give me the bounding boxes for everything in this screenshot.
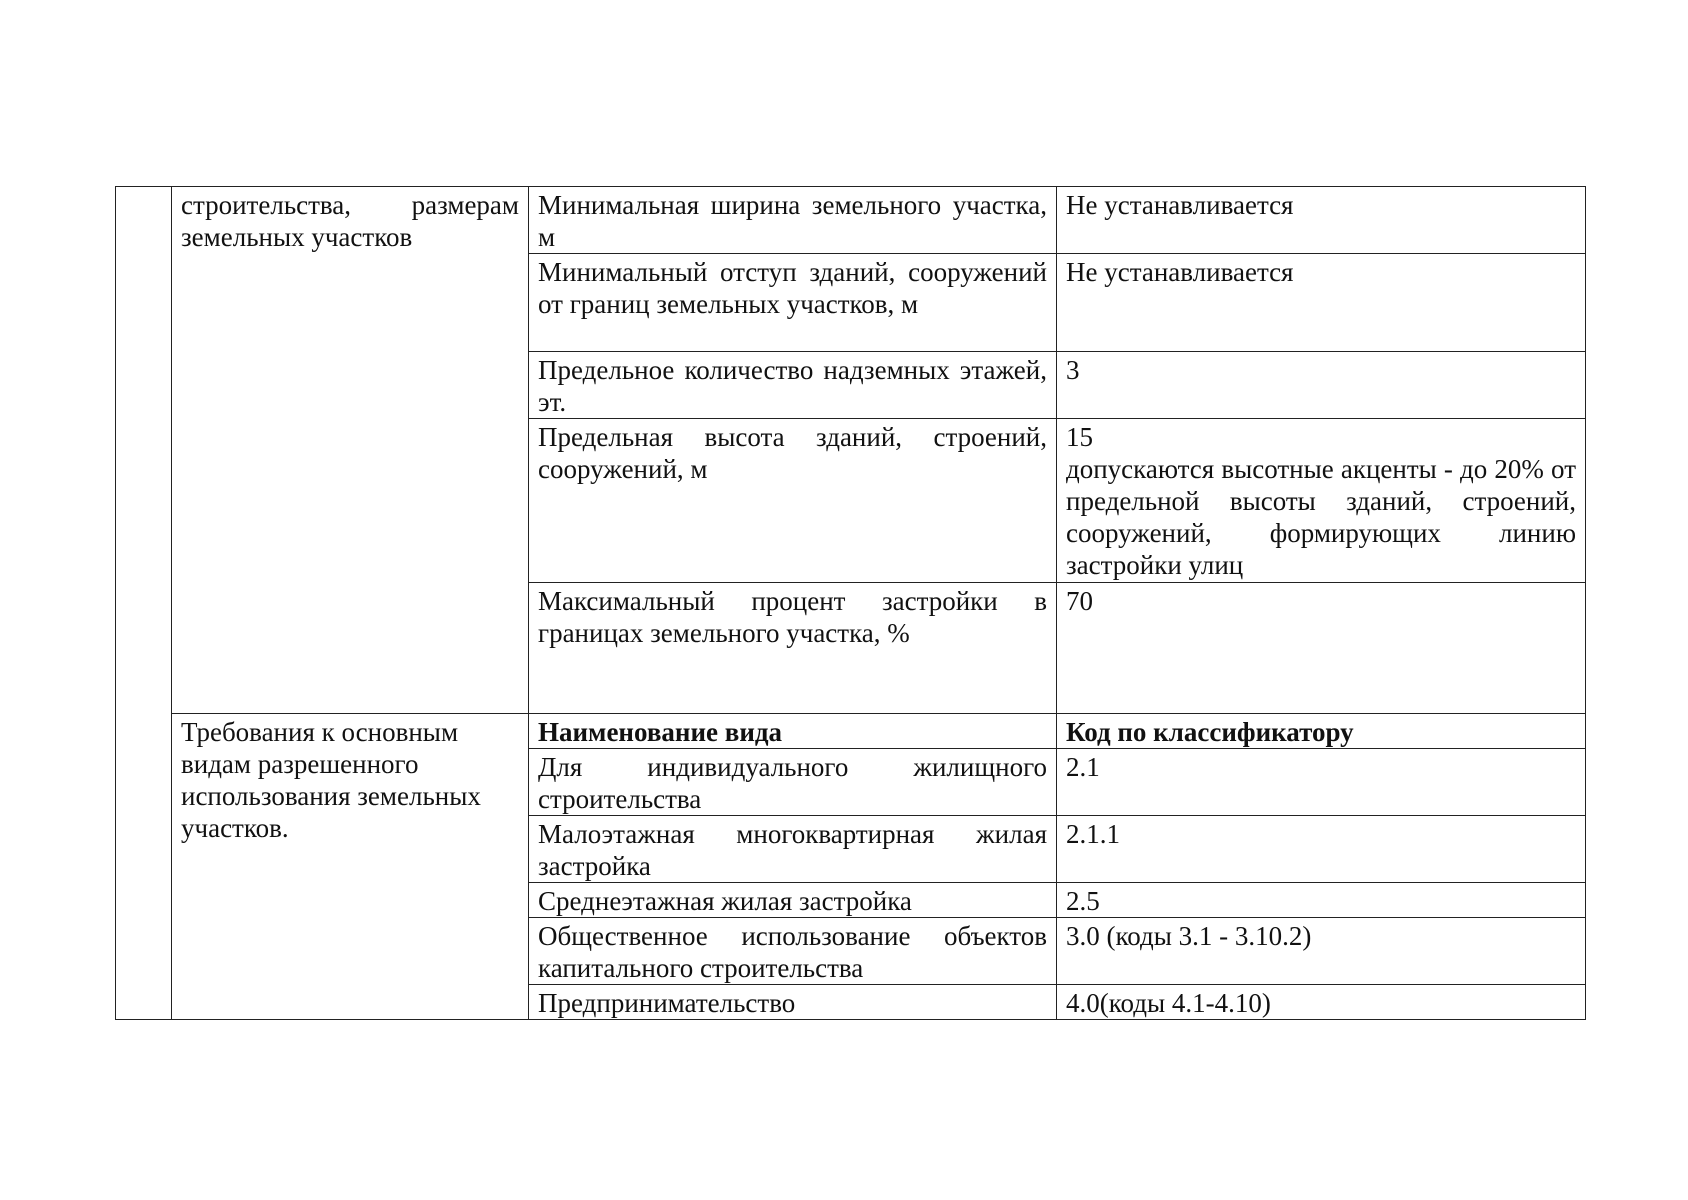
use-code-cell: 2.5 <box>1057 883 1586 918</box>
param-value-cell: 3 <box>1057 352 1586 419</box>
param-value-cell: Не устанавливается <box>1057 187 1586 254</box>
param-name-cell: Минимальная ширина земельного участка, м <box>529 187 1057 254</box>
param-value-cell: Не устанавливается <box>1057 254 1586 352</box>
use-name-cell: Среднеэтажная жилая застройка <box>529 883 1057 918</box>
land-use-regulations-table <box>115 186 1586 1020</box>
use-name-cell: Общественное использование объектов капитального строительства <box>529 918 1057 985</box>
table-row <box>116 187 1586 254</box>
section-label-cell: Требования к основным видам разрешенного использования земельных участков. <box>172 714 529 1020</box>
use-code-cell: 2.1 <box>1057 749 1586 816</box>
use-code-cell: 2.1.1 <box>1057 816 1586 883</box>
param-value-cell <box>1057 419 1586 583</box>
param-name-cell: Минимальный отступ зданий, сооружений от границ земельных участков, м <box>529 254 1057 352</box>
column-header-code: Код по классификатору <box>1057 714 1586 749</box>
use-code-cell: 3.0 (коды 3.1 - 3.10.2) <box>1057 918 1586 985</box>
use-name-cell: Предпринимательство <box>529 985 1057 1020</box>
column-header-name: Наименование вида <box>529 714 1057 749</box>
use-code-cell: 4.0(коды 4.1-4.10) <box>1057 985 1586 1020</box>
table-header-row <box>116 714 1586 749</box>
use-name-cell: Для индивидуального жилищного строительства <box>529 749 1057 816</box>
param-note: допускаются высотные акценты - до 20% от предельной высоты зданий, строений, сооружений, формирующих линию застройки улиц <box>1066 454 1576 580</box>
param-value-cell: 70 <box>1057 583 1586 714</box>
use-name-cell: Малоэтажная многоквартирная жилая застройка <box>529 816 1057 883</box>
param-name-cell: Предельное количество надземных этажей, эт. <box>529 352 1057 419</box>
row-number-cell <box>116 187 172 1020</box>
param-name-cell: Предельная высота зданий, строений, сооружений, м <box>529 419 1057 583</box>
param-name-cell: Максимальный процент застройки в границах земельного участка, % <box>529 583 1057 714</box>
section-label-cell: строительства, размерам земельных участков <box>172 187 529 714</box>
param-value: 15 <box>1066 422 1093 452</box>
